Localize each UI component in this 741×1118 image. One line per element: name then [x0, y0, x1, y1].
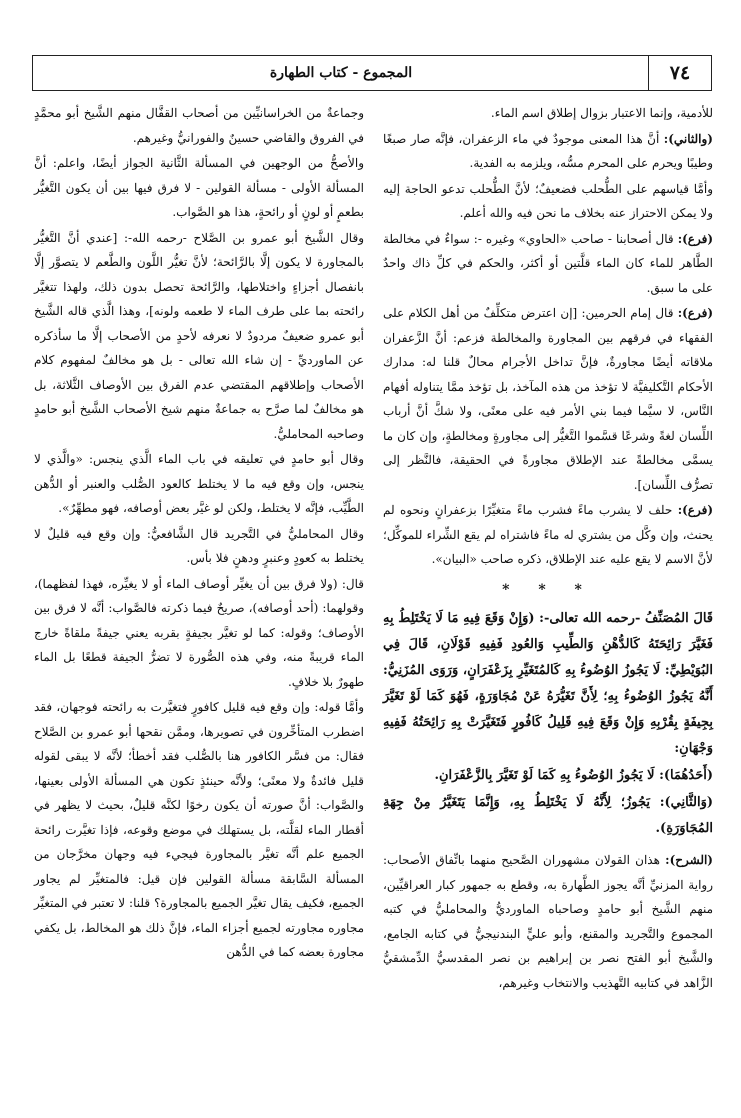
paragraph-text: قال أصحابنا - صاحب «الحاوي» وغيره -: سواءٌ في مخالطة الطَّاهر للماء كان الماء قلَّتين أو أكثر، والحكم في كلِّ ذاك واحدٌ على ما سبق. — [383, 231, 713, 295]
paragraph: وقال أبو حامدٍ في تعليقه في باب الماء الَّذي ينجس: «والَّذي لا ينجس، وإن وقع فيه ما لا يختلط كالعود الصُّلب والعنبر أو الدُّهن الطَّيِّب، فإنَّه لا يختلط، ولكن لو غيَّر بعض أوصافه، فهو مطهِّرٌ». — [34, 452, 364, 515]
paragraph-key: (والثاني): — [663, 131, 713, 146]
paragraph — [383, 101, 713, 126]
paragraph-text: وأمَّا قياسهم على الطُّحلب فضعيفٌ؛ لأنَّ الطُّحلب تدعو الحاجة إليه ولا يمكن الاحتراز عنه بخلاف ما نحن فيه والله أعلم. — [383, 181, 713, 220]
sharh-paragraph — [383, 848, 713, 995]
paragraph-text: قال إمام الحرمين: [إن اعترض متكلِّفٌ من أهل الكلام على الفقهاء في فرقهم بين المجاورة والمخالطة فزعم: أنَّ الزَّعفران ملاقاته أيضًا مجاورةٌ، فإنَّ تداخل الأجرام محالٌ قلنا له: مدارك الأحكام التَّكليفيَّة لا تؤخذ من هذه المآخذ، بل تؤخذ ممَّا يتناوله أفهام النَّاس، لا سيَّما فيما بني الأمر فيه على معنًى، ولا شكَّ أنَّ أرباب اللِّسان لغةً وشرعًا قسَّموا التَّغيُّر إلى مجاورةٍ ومخالطةٍ، وإن كان ما يسمَّى مخالطةً عند الإطلاق مجاورةً في الحقيقة، فالنَّظر إلى تصرُّف اللِّسان]. — [383, 306, 713, 492]
paragraph: قال: (ولا فرق بين أن يغيِّر أوصاف الماء أو لا يغيِّره، فهذا لفظهما)، وقولهما: (أحد أوصافه)، صريحٌ فيما ذكرته فالصَّواب: أنَّه لا فرق بين الأوصاف؛ وقوله: كما لو تغيَّر بجيفةٍ بقربه يعني جيفةً ملقاةً خارج الماء قريبةً منه، وفي هذه الصُّورة لا تضرُّ الجيفة قطعًا بل الماء طهورٌ بلا خلافٍ. — [34, 576, 364, 689]
paragraph-text: أنَّ هذا المعنى موجودٌ في ماء الزعفران، فإنَّه صار صبغًا وطيبًا ويحرم على المحرم مسُّه، ويلزمه به الفدية. — [383, 131, 713, 170]
sharh-key: (الشرح): — [665, 853, 713, 867]
paragraph-key: (فرع): — [677, 231, 713, 246]
paragraph-text: حلف لا يشرب ماءً فشرب ماءً متغيِّرًا بزعفرانٍ ونحوه لم يحنث، وإن وكَّل من يشتري له ماءً فاشتراه لم يقع الشِّراء للموكِّل؛ لأنَّ الاسم لا يقع عليه عند الإطلاق، ذكره صاحب «البيان». — [383, 503, 713, 566]
matn-key: (أَحَدُهُمَا): — [659, 768, 713, 783]
matn-intro: قَالَ المُصَنِّفُ -رحمه الله تعالى-: — [539, 611, 713, 626]
matn-paragraph — [383, 606, 713, 762]
paragraph: والأصحُّ من الوجهين في المسألة الثَّانية الجواز أيضًا، واعلم: أنَّ المسألة الأولى - مسألة القولين - لا فرق فيها بين أن يكون التَّغيُّر بطعمٍ أو لونٍ أو رائحةٍ، هذا هو الصَّواب. — [34, 156, 364, 219]
right-column — [383, 101, 713, 996]
paragraph-key: (فرع): — [677, 503, 713, 517]
matn-paragraph — [383, 790, 713, 842]
section-divider: * * * — [502, 581, 594, 598]
paragraph-key: (فرع): — [677, 306, 713, 320]
paragraph — [383, 301, 713, 497]
matn-text: (وَإِنْ وَقَعَ فِيهِ مَا لَا يَخْتَلِطُ بِهِ فَغَيَّرَ رَائِحَتَهُ كَالدُّهْنِ وَالطِّيبِ وَالعُودِ فَفِيهِ قَوْلَانِ، قَالَ فِي البُوَيْطِيِّ: لَا يَجُوزُ الوُضُوءُ بِهِ كَالمُتَغَيِّرِ بِزَعْفَرَانٍ، وَرَوَى المُزَنِيُّ: أَنَّهُ يَجُوزُ الوُضُوءُ بِهِ؛ لِأَنَّ تَغَيُّرَهُ عَنْ مُجَاوَرَةٍ، فَهُوَ كَمَا لَوْ تَغَيَّرَ بِجِيفَةٍ بِقُرْبِهِ وَإِنْ وَقَعَ فِيهِ قَلِيلُ كَافُورٍ فَتَغَيَّرَتْ بِهِ رَائِحَتُهُ فَفِيهِ وَجْهَانِ: — [383, 611, 713, 756]
matn-key: (وَالثَّانِي): — [659, 795, 713, 810]
paragraph — [383, 177, 713, 226]
paragraph: وقال الشَّيخ أبو عمرو بن الصَّلاح -رحمه الله-: [عندي أنَّ التَّغيُّر بالمجاورة لا يكون إلَّا بالرَّائحة؛ لأنَّ تغيُّر اللَّون والطَّعم لا يتصوَّر إلَّا بانفصال أجزاءٍ واختلاطها، والرَّائحة تحصل بدون ذلك، ولهذا تتغيَّر رائحته بما على طرف الماء لا طعمه ولونه]، وهذا الَّذي قاله الشَّيخ أبو عمرو ضعيفٌ مردودٌ لا نعرفه لأحدٍ من الأصحاب إلَّا ما سأذكره عن الماورديِّ - إن شاء الله تعالى - بل هو مخالفٌ لمفهوم كلام الأصحاب وإطلاقهم المقتضي عدم الفرق بين الأوصاف الثَّلاثة، بل هو مخالفٌ لما صرَّح به جماعةٌ منهم شيخ الأصحاب الشَّيخ أبو حامدٍ وصاحبه المحامليُّ. — [34, 230, 364, 441]
paragraph — [383, 498, 713, 572]
sharh-text: هذان القولان مشهوران الصَّحيح منهما باتِّفاق الأصحاب: رواية المزنيِّ أنَّه يجوز الطَّهارة به، وقطع به جمهور كبار العراقيِّين، منهم الشَّيخ أبو حامدٍ وصاحباه الماورديُّ والمحامليُّ في كتبه المجموع والتَّجريد والمقنع، وأبو عليٍّ البندنيجيُّ في كتابه الجامع، والشَّيخ أبو الفتح نصر بن إبراهيم بن نصر المقدسيُّ الدِّمشقيُّ الزَّاهد في كتابيه التَّهذيب والانتخاب وغيرهم، — [383, 853, 713, 990]
matn-paragraph — [383, 763, 713, 789]
paragraph: وجماعةٌ من الخراسانيِّين من أصحاب القفَّال منهم الشَّيخ أبو محمَّدٍ في الفروق والقاضي حسينٌ والفورانيُّ وغيرهم. — [34, 106, 364, 145]
page-header — [32, 55, 712, 91]
matn-text: يَجُوزُ؛ لِأَنَّهُ لَا يَخْتَلِطُ بِهِ، وَإِنَّمَا يَتَغَيَّرُ مِنْ جِهَةِ المُجَاوَرَةِ). — [383, 795, 713, 836]
paragraph — [383, 127, 713, 176]
matn-text: لَا يَجُوزُ الوُضُوءُ بِهِ كَمَا لَوْ تَغَيَّرَ بِالزَّعْفَرَانِ. — [434, 768, 660, 783]
paragraph-text: للأدمية، وإنما الاعتبار بزوال إطلاق اسم الماء. — [490, 106, 713, 120]
paragraph: وأمَّا قوله: وإن وقع فيه قليل كافورٍ فتغيَّرت به رائحته فوجهان، فقد اضطرب المتأخِّرون في تصويرها، وممَّن نقحها أبو عمرو بن الصَّلاح فقال: من فسَّر الكافور هنا بالصُّلب فقد أخطأ؛ لأنَّه لا يبقى لقوله قليل فائدةٌ ولا معنًى؛ ولأنَّه حينئذٍ تكون هي المسألة الأولى بعينها، والصَّواب: أنَّ صورته أن يكون رخوًا لكنَّه قليلٌ، بحيث لا يظهر في أقطار الماء لقلَّته، بل يستهلك في موضع وقوعه، فإذا تغيَّرت رائحة الجميع علم أنَّه تغيَّر بالمجاورة فيجيء فيه وجهان مخرَّجان من المسألة السَّابقة مسألة القولين فإن قيل: فالمتغيِّر لم يجاور الجميع، فكيف يقال تغيَّر الجميع بالمجاورة؟ قلنا: لا تعتبر في المتغيِّر مجاوره مجاورته لجميع أجزاء الماء، فإنَّ ذلك هو المخالط، بل يكفي مجاورة بعضه كما في الدُّهن — [34, 700, 364, 959]
paragraph — [383, 227, 713, 301]
paragraph: وقال المحامليُّ في التَّجريد قال الشَّافعيُّ: وإن وقع فيه قليلٌ لا يختلط به كعودٍ وعنبرٍ ودهنٍ فلا بأس. — [34, 526, 364, 565]
page-number: ٧٤ — [648, 56, 711, 90]
left-column — [34, 101, 364, 966]
running-title: المجموع - كتاب الطهارة — [269, 65, 413, 81]
